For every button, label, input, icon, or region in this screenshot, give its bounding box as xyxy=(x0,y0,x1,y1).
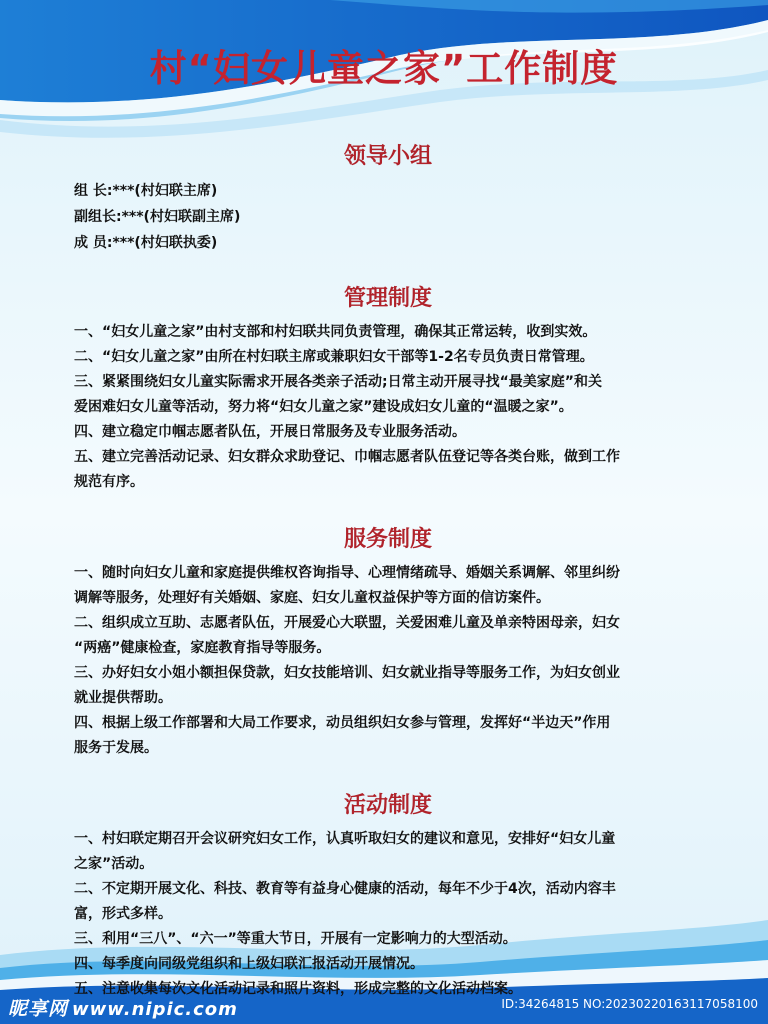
leader-line: 副组长:***(村妇联副主席) xyxy=(74,209,241,225)
section-leadership xyxy=(74,142,702,256)
service-line: 二、组织成立互助、志愿者队伍，开展爱心大联盟，关爱困难儿童及单亲特困母亲，妇女 xyxy=(74,615,620,631)
activity-line: 三、利用“三八”、“六一”等重大节日，开展有一定影响力的大型活动。 xyxy=(74,931,517,947)
management-line: 一、“妇女儿童之家”由村支部和村妇联共同负责管理，确保其正常运转，收到实效。 xyxy=(74,324,597,340)
management-line: 四、建立稳定巾帼志愿者队伍，开展日常服务及专业服务活动。 xyxy=(74,424,466,440)
section-heading-activity: 活动制度 xyxy=(343,793,432,818)
management-line: 五、建立完善活动记录、妇女群众求助登记、巾帼志愿者队伍登记等各类台账，做到工作 xyxy=(74,449,620,465)
section-activity xyxy=(74,791,702,1002)
activity-line: 二、不定期开展文化、科技、教育等有益身心健康的活动，每年不少于4次，活动内容丰 xyxy=(74,881,616,897)
activity-line: 一、村妇联定期召开会议研究妇女工作，认真听取妇女的建议和意见，安排好“妇女儿童 xyxy=(74,831,616,847)
management-line: 规范有序。 xyxy=(74,474,144,490)
leader-line: 组 长:***(村妇联主席) xyxy=(74,183,218,199)
section-management xyxy=(74,284,702,495)
management-line: 二、“妇女儿童之家”由所在村妇联主席或兼职妇女干部等1-2名专员负责日常管理。 xyxy=(74,349,594,365)
page-title: 村“妇女儿童之家”工作制度 xyxy=(149,47,619,90)
management-line: 爱困难妇女儿童等活动，努力将“妇女儿童之家”建设成妇女儿童的“温暖之家”。 xyxy=(74,399,573,415)
watermark-url: www.nipic.com xyxy=(72,999,238,1020)
section-heading-service: 服务制度 xyxy=(343,527,432,552)
activity-line: 之家”活动。 xyxy=(74,856,154,872)
watermark-id: ID:34264815 NO:20230220163117058100 xyxy=(501,997,758,1011)
activity-line: 四、每季度向同级党组织和上级妇联汇报活动开展情况。 xyxy=(74,956,424,972)
service-line: 三、办好妇女小姐小额担保贷款，妇女技能培训、妇女就业指导等服务工作，为妇女创业 xyxy=(74,665,620,681)
service-line: 就业提供帮助。 xyxy=(74,690,172,706)
section-heading-leadership: 领导小组 xyxy=(343,144,432,169)
watermark-logo xyxy=(8,994,238,1021)
service-line: “两癌”健康检查，家庭教育指导等服务。 xyxy=(74,640,331,656)
service-line: 四、根据上级工作部署和大局工作要求，动员组织妇女参与管理，发挥好“半边天”作用 xyxy=(74,715,611,731)
activity-line: 富，形式多样。 xyxy=(74,906,172,922)
content-body xyxy=(74,142,702,1002)
service-line: 一、随时向妇女儿童和家庭提供维权咨询指导、心理情绪疏导、婚姻关系调解、邻里纠纷 xyxy=(74,565,620,581)
service-line: 调解等服务，处理好有关婚姻、家庭、妇女儿童权益保护等方面的信访案件。 xyxy=(74,590,550,606)
leader-line: 成 员:***(村妇联执委) xyxy=(74,235,218,251)
watermark-logo-text: 昵享网 xyxy=(8,998,69,1020)
section-service xyxy=(74,525,702,761)
activity-line: 五、注意收集每次文化活动记录和照片资料，形成完整的文化活动档案。 xyxy=(74,981,522,997)
management-line: 三、紧紧围绕妇女儿童实际需求开展各类亲子活动;日常主动开展寻找“最美家庭”和关 xyxy=(74,374,602,390)
service-line: 服务于发展。 xyxy=(74,740,158,756)
section-heading-management: 管理制度 xyxy=(343,286,432,311)
